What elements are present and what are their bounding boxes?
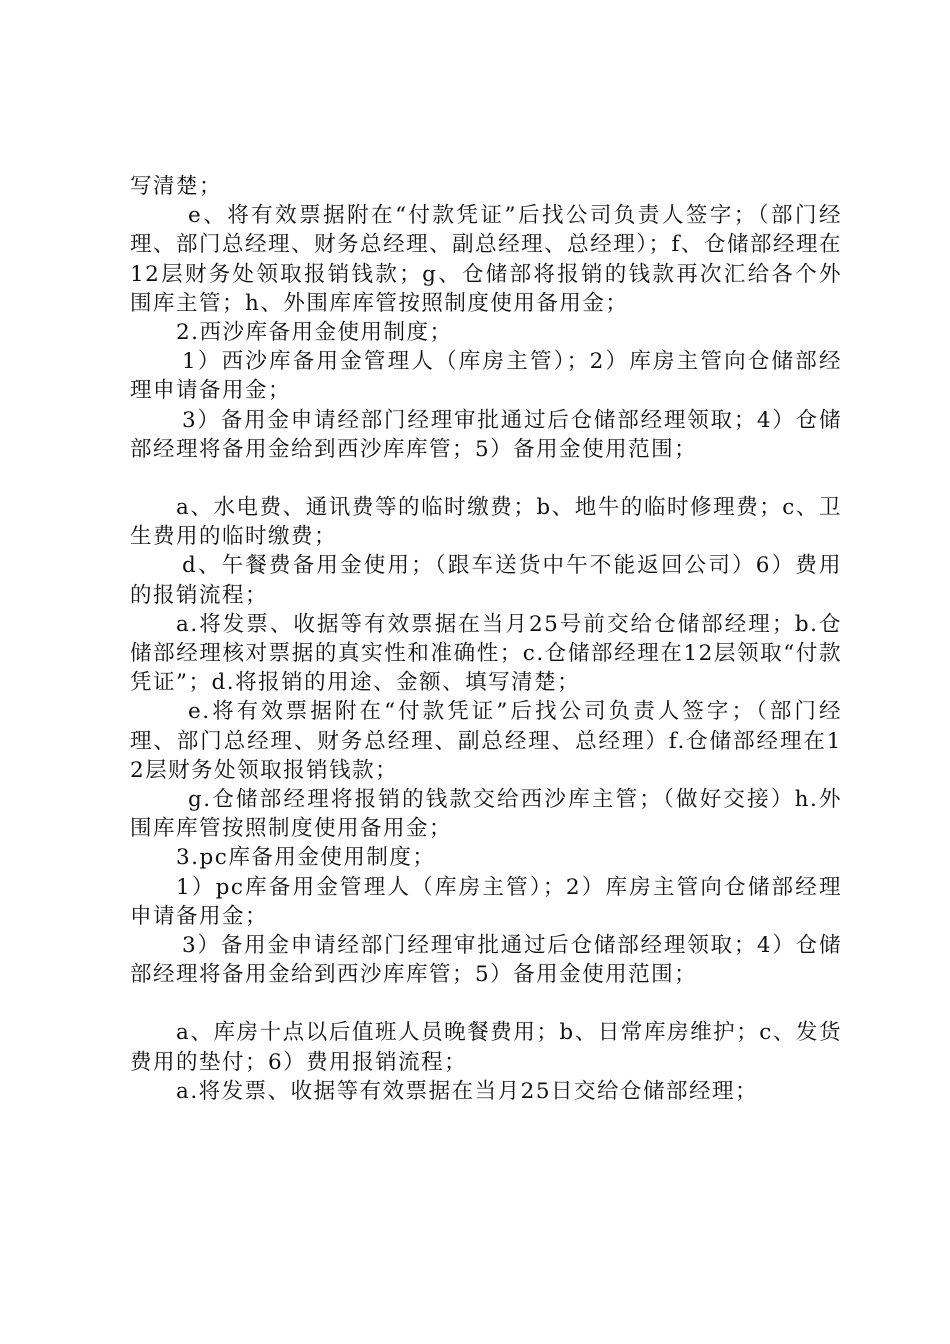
paragraph: a.将发票、收据等有效票据在当月25日交给仓储部经理； <box>176 1078 759 1104</box>
paragraph: 写清楚； <box>130 174 223 199</box>
paragraph: 3）备用金申请经部门经理审批通过后仓储部经理领取；4）仓储部经理将备用金给到西沙库库管；5）备用金使用范围； <box>130 407 842 462</box>
paragraph: 1）西沙库备用金管理人（库房主管）；2）库房主管向仓储部经理申请备用金； <box>130 349 842 404</box>
document-page <box>130 172 842 1106</box>
paragraph: e、将有效票据附在“付款凭证”后找公司负责人签字；（部门经理、部门总经理、财务总经理、副总经理、总经理）；f、仓储部经理在12层财务处领取报销钱款；g、仓储部将报销的钱款再次汇给各个外围库主管；h、外围库库管按照制度使用备用金； <box>130 203 842 316</box>
paragraph: g.仓储部经理将报销的钱款交给西沙库主管；（做好交接）h.外围库库管按照制度使用备用金； <box>130 787 842 842</box>
paragraph: a.将发票、收据等有效票据在当月25号前交给仓储部经理；b.仓储部经理核对票据的真实性和准确性；c.仓储部经理在12层领取“付款凭证”；d.将报销的用途、金额、填写清楚； <box>130 611 842 696</box>
paragraph: e.将有效票据附在“付款凭证”后找公司负责人签字；（部门经理、部门总经理、财务总经理、副总经理、总经理）f.仓储部经理在12层财务处领取报销钱款； <box>130 699 842 783</box>
paragraph: 1）pc库备用金管理人（库房主管）；2）库房主管向仓储部经理申请备用金； <box>130 874 842 929</box>
section-heading: 3.pc库备用金使用制度； <box>176 845 436 871</box>
paragraph: d、午餐费备用金使用；（跟车送货中午不能返回公司）6）费用的报销流程； <box>130 553 842 608</box>
blank-line <box>130 464 842 493</box>
paragraph: a、库房十点以后值班人员晚餐费用；b、日常库房维护；c、发货费用的垫付；6）费用报销流程； <box>130 1020 842 1075</box>
blank-line <box>130 989 842 1018</box>
paragraph: a、水电费、通讯费等的临时缴费；b、地牛的临时修理费；c、卫生费用的临时缴费； <box>130 495 842 550</box>
section-heading: 2.西沙库备用金使用制度； <box>176 320 453 346</box>
paragraph: 3）备用金申请经部门经理审批通过后仓储部经理领取；4）仓储部经理将备用金给到西沙库库管；5）备用金使用范围； <box>130 933 842 988</box>
